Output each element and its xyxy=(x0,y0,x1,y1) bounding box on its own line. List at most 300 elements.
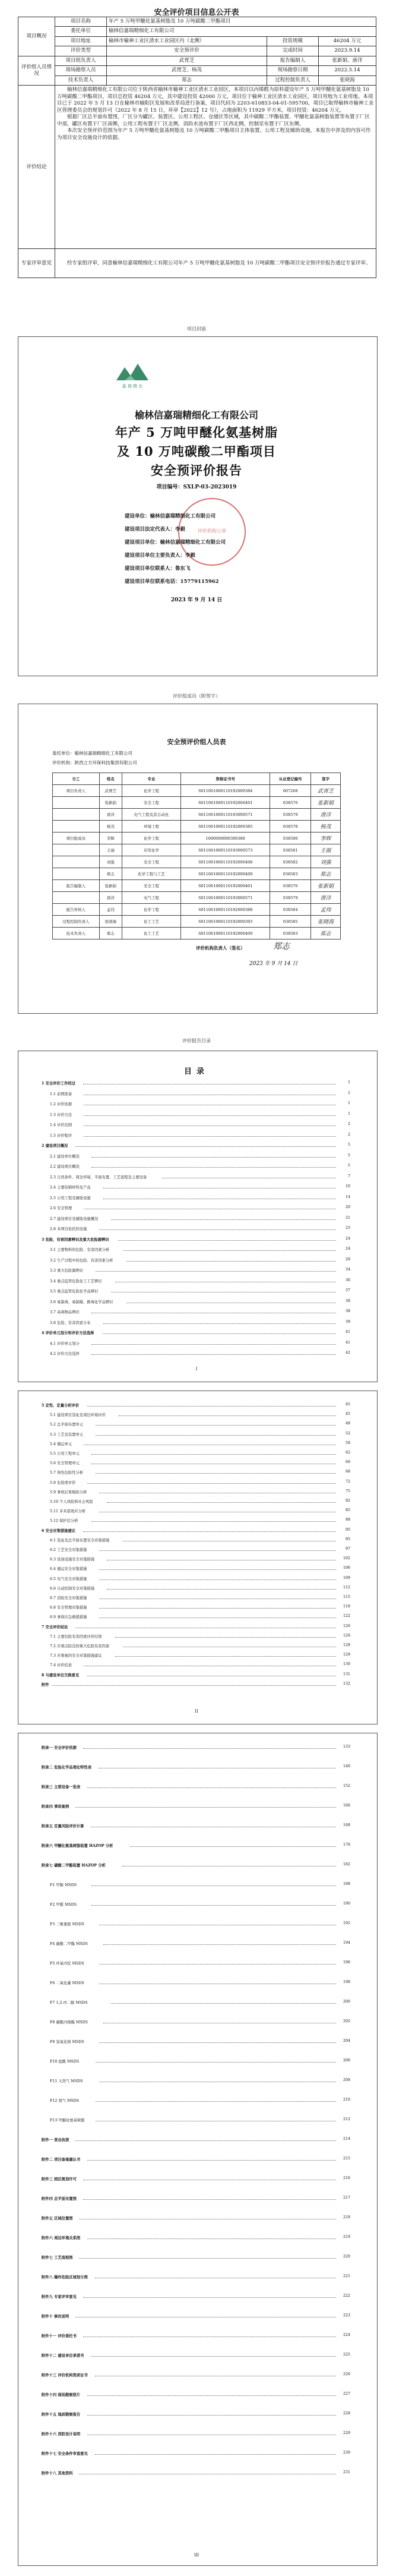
toc-entry: F5 环氧丙烷 MSDS xyxy=(50,1962,84,1966)
toc-leader xyxy=(87,2238,336,2239)
toc-page: 226 xyxy=(343,2372,350,2376)
personnel-cell: S011061000110192000409 xyxy=(181,868,270,880)
personnel-cell: 郑志 xyxy=(99,928,122,939)
toc-leader xyxy=(107,1589,336,1590)
toc-page: 204 xyxy=(343,2039,350,2043)
toc-entry: 3.3 重大危险源辨识 xyxy=(50,1269,84,1273)
toc-leader xyxy=(87,1406,336,1407)
personnel-row xyxy=(53,916,341,928)
personnel-row xyxy=(53,844,341,856)
toc-entry: 2.8 本项目依托的设施 xyxy=(50,1227,87,1231)
personnel-cell: 唐洋 xyxy=(99,892,122,904)
signature: 郑志 xyxy=(311,928,341,939)
investment-value: 46204 万元 xyxy=(319,36,376,46)
personnel-cell: 038581 xyxy=(270,844,311,856)
logo-text: 嘉 瑞 精 化 xyxy=(122,384,143,389)
toc-entry: 附件三 园区规划许可 xyxy=(42,2177,77,2181)
expert-text xyxy=(55,249,376,278)
toc-entry: 附件九 专家评审意见 xyxy=(42,2295,77,2299)
personnel-cell: 038582 xyxy=(270,856,311,868)
overview-label: 项目概况 xyxy=(18,17,55,56)
personnel-cell: 唐洋 xyxy=(99,809,122,821)
staff-cell: 项目组负责人 xyxy=(55,56,107,65)
toc-page: 198 xyxy=(343,1980,350,1984)
personnel-cell: 项目组成员 xyxy=(53,833,100,844)
toc-entry: 2 建设项目概况 xyxy=(42,1144,68,1148)
toc-entry: 附件七 工艺流程图 xyxy=(42,2256,73,2260)
project-name-value: 年产 5 万吨甲醚化氨基树脂及 10 万吨碳酸二甲酯项目 xyxy=(107,17,376,27)
personnel-cell: 038576 xyxy=(270,880,311,892)
toc-leader xyxy=(75,2317,336,2318)
staff-cell: 现场勘察日期 xyxy=(267,66,319,75)
personnel-cell: 038579 xyxy=(270,892,311,904)
toc-entry: 6 安全对策措施建议 xyxy=(42,1528,75,1533)
toc-leader xyxy=(52,1685,336,1686)
toc-leader xyxy=(83,1531,336,1532)
location-label: 项目地址 xyxy=(55,36,107,46)
toc-section-label: 评价报告目录 xyxy=(182,1038,211,1043)
toc-page: 130 xyxy=(343,1662,350,1667)
toc-page: 5 xyxy=(347,1164,350,1168)
toc-entry: 附录五 定量风险评价计算 xyxy=(42,1824,84,1828)
toc-leader xyxy=(87,2395,336,2396)
signature: 武胥芝 xyxy=(311,785,341,797)
toc-entry: F9 氢氧化钠 MSDS xyxy=(50,2040,84,2044)
toc-page: 227 xyxy=(343,2392,350,2396)
complete-time-value: 2023.9.14 xyxy=(319,46,376,56)
toc-leader xyxy=(99,1964,336,1965)
toc-page: 1 xyxy=(347,1080,350,1084)
toc-leader xyxy=(99,2042,336,2043)
toc-page: 202 xyxy=(343,2019,350,2023)
toc-entry: 附录六 甲醚化氨基树脂装置 HAZOP 分析 xyxy=(42,1844,113,1848)
toc-entry: 3.7 高毒物品辨识 xyxy=(50,1310,80,1314)
toc-entry: 1.4 评价范围 xyxy=(50,1123,72,1127)
personnel-header-cell: 签字 xyxy=(311,773,341,785)
toc-leader xyxy=(95,2454,336,2455)
toc-entry: 1 安全评价工作经过 xyxy=(42,1082,75,1086)
signature: 王丽 xyxy=(311,844,341,856)
personnel-cell: 化工工艺 xyxy=(122,916,181,928)
toc-page-number: I xyxy=(195,1367,198,1371)
investment-label: 投资规模 xyxy=(267,36,319,46)
personnel-header-cell: 从业登记编号 xyxy=(270,773,311,785)
personnel-cell: 项目负责人 xyxy=(53,785,100,797)
toc-page: 223 xyxy=(343,2313,350,2318)
toc-page: 1 xyxy=(347,1090,350,1095)
personnel-cell: 李辉 xyxy=(99,833,122,844)
personnel-cell: 张新娟 xyxy=(99,880,122,892)
findings-paragraph: 榆林信嘉瑞精细化工有限公司位于陕西省榆林市榆神工业区清水工业园区，本项目以丙烯醛为原料建设年产 5 万吨甲醚化氨基树脂及 10 万吨碳酸二甲酯项目，项目总投资 46204 万元，其中建设投资 42000 万元，项目位于榆神工业区清水工业园区，项目用地为工业用地。本项目已于 2022 年 5 月 13 日在榆林市榆阳区发展和改革局进行备案，项目代码为 2203-610853-04-01-595700，项目已取得榆林市榆神工业区管理委员会的规划许可（2022 年 8 月 15 日，环审【2022】12 号），占地面积为 11929 平方米，项目投资：46204 万元。 xyxy=(57,87,374,113)
toc-page: 5 xyxy=(347,1143,350,1147)
personnel-cell xyxy=(53,892,100,904)
personnel-header-cell: 资格证书号 xyxy=(181,773,270,785)
toc-entry: F3 三聚氰胺 MSDS xyxy=(50,1922,84,1927)
toc-page: 118 xyxy=(343,1604,350,1609)
toc-page: 24 xyxy=(345,1247,350,1251)
personnel-cell xyxy=(53,844,100,856)
toc-page: 82 xyxy=(345,1499,350,1503)
toc-entry: 附件二 项目备案确认书 xyxy=(42,2158,81,2162)
toc-page: 231 xyxy=(343,2470,350,2474)
personnel-cell xyxy=(53,809,100,821)
toc-leader xyxy=(87,1483,336,1484)
staff-cell: 郑志 xyxy=(107,75,267,85)
toc-page xyxy=(18,1733,378,2566)
toc-page: 218 xyxy=(343,2215,350,2219)
toc-page: 10 xyxy=(345,1184,350,1188)
personnel-org: 评价机构：陕西立方环保科技集团有限公司 xyxy=(52,760,137,765)
toc-page: 224 xyxy=(343,2333,350,2337)
personnel-row xyxy=(53,785,341,797)
toc-entry: 2.2 建设项目概况 xyxy=(50,1165,80,1169)
toc-page: 188 xyxy=(343,1882,350,1886)
toc-leader xyxy=(87,2160,336,2161)
personnel-cell: 038576 xyxy=(270,797,311,809)
toc-page: 34 xyxy=(345,1267,350,1272)
toc-page: 95 xyxy=(345,1537,350,1541)
toc-leader xyxy=(91,1167,336,1168)
toc-page: 152 xyxy=(343,1784,350,1788)
personnel-cell: S011061000110192000385 xyxy=(181,821,270,833)
personnel-cell: S011061000110193000573 xyxy=(181,844,270,856)
stamp-text: 评价机构公章 xyxy=(198,528,226,534)
findings-label: 评价结论 xyxy=(18,86,55,249)
toc-leader xyxy=(103,1944,336,1945)
personnel-row xyxy=(53,797,341,809)
toc-page-number: II xyxy=(195,1709,198,1714)
toc-entry: 5.3 工艺及装置单元 xyxy=(50,1432,84,1437)
toc-entry: 2.6 安全管理 xyxy=(50,1206,72,1210)
toc-page: 109 xyxy=(343,1575,350,1580)
toc-page: 2 xyxy=(347,1132,350,1137)
toc-entry: 6.3 设备设施安全对策措施 xyxy=(50,1557,94,1562)
toc-page: 196 xyxy=(343,1960,350,1965)
signature: 张新娟 xyxy=(311,797,341,809)
toc-page: 2 xyxy=(347,1122,350,1126)
personnel-cell: S011061000110192000408 xyxy=(181,856,270,868)
signature: 刘强 xyxy=(311,856,341,868)
toc-page: 5 xyxy=(347,1153,350,1158)
toc-page: 7 xyxy=(347,1174,350,1178)
personnel-row xyxy=(53,833,341,844)
personnel-cell: S011061000110192000409 xyxy=(181,928,270,939)
toc-leader xyxy=(83,1748,336,1749)
toc-entry: 7.2 应重点防范的重大危险有害因素 xyxy=(50,1644,110,1648)
toc-page: 23 xyxy=(345,1226,350,1230)
toc-page: 37 xyxy=(345,1288,350,1292)
toc-leader xyxy=(96,2062,336,2063)
personnel-row xyxy=(53,821,341,833)
toc-page: 68 xyxy=(345,1470,350,1474)
toc-page: 140 xyxy=(343,1764,350,1768)
toc-leader xyxy=(115,1637,336,1638)
toc-entry: 5.7 预先危险性分析 xyxy=(50,1471,84,1475)
toc-entry: 2.4 主要原辅材料及产品 xyxy=(50,1185,91,1190)
personnel-cell: 038585 xyxy=(270,916,311,928)
toc-entry: 5.10 个人风险和社会风险 xyxy=(50,1500,93,1504)
toc-page: 66 xyxy=(345,1460,350,1465)
toc-entry: 附件一 营业执照 xyxy=(42,2138,69,2142)
report-number: 项目编号：SXLP-03-2023019 xyxy=(156,484,237,490)
page-title: 安全评价项目信息公开表 xyxy=(154,8,239,17)
toc-page: 194 xyxy=(343,1941,350,1945)
personnel-cell: 化工工艺 xyxy=(122,928,181,939)
toc-page: 217 xyxy=(343,2196,350,2200)
toc-leader xyxy=(83,2297,336,2298)
toc-entry: F4 碳酸二甲酯 MSDS xyxy=(50,1942,88,1946)
cover-title-line1: 年产 5 万吨甲醚化氨基树脂 xyxy=(115,425,278,440)
personnel-cell: 电气工程 xyxy=(122,892,181,904)
toc-leader xyxy=(111,1219,336,1220)
toc-page: 225 xyxy=(343,2353,350,2357)
toc-entry: 附件十一 评价委托书 xyxy=(42,2334,77,2338)
toc-page: 200 xyxy=(343,2000,350,2004)
personnel-title: 安全预评价组人员表 xyxy=(167,738,226,746)
toc-page: 106 xyxy=(343,1566,350,1571)
toc-leader xyxy=(91,1344,336,1345)
signature: 李辉 xyxy=(311,833,341,844)
cover-line: 建设项目法定代表人：李毅 xyxy=(125,526,186,532)
staff-cell: 武胥芝 xyxy=(107,56,267,65)
toc-leader xyxy=(126,1261,336,1262)
toc-leader xyxy=(123,1250,336,1251)
toc-entry: 附录一 安全评价依据 xyxy=(42,1746,77,1750)
toc-page: 230 xyxy=(343,2451,350,2455)
expert-paragraph: 经专家组评审，同意榆林信嘉瑞精细化工有限公司年产 5 万吨甲醚化氨基树脂及 10 万吨碳酸二甲酯项目安全预评价报告通过专家评审。 xyxy=(67,260,371,266)
toc-page: 190 xyxy=(343,1902,350,1906)
personnel-cell: S011061000110193000571 xyxy=(181,809,270,821)
personnel-cell: 过程控制负责人 xyxy=(53,916,100,928)
personnel-cell: 郑志 xyxy=(99,868,122,880)
toc-page: 72 xyxy=(345,1479,350,1484)
signature: 孟伟 xyxy=(311,904,341,916)
toc-page: 126 xyxy=(343,1633,350,1638)
toc-page: 97 xyxy=(345,1547,350,1551)
toc-page: 1 xyxy=(347,1101,350,1105)
toc-page: 126 xyxy=(343,1623,350,1628)
toc-page: 122 xyxy=(343,1614,350,1619)
personnel-cell: 刘强 xyxy=(99,856,122,868)
personnel-cell: 张晓海 xyxy=(99,916,122,928)
toc-entry: 2.7 建设项目及辅助设施概况 xyxy=(50,1216,99,1221)
toc-entry: 附件十五 地质勘察报告 xyxy=(42,2413,81,2417)
toc-page: 220 xyxy=(343,2255,350,2259)
toc-entry: 7.4 评价结论 xyxy=(50,1663,72,1668)
toc-entry: 1.2 评价依据 xyxy=(50,1102,72,1106)
personnel-row xyxy=(53,904,341,916)
personnel-cell: 武胥芝 xyxy=(99,785,122,797)
toc-page: 168 xyxy=(343,1823,350,1827)
toc-leader xyxy=(99,1579,336,1580)
signature: 张新娟 xyxy=(311,880,341,892)
toc-entry: 5.4 储运单元 xyxy=(50,1442,72,1446)
toc-entry: 7 安全评价结论 xyxy=(42,1625,68,1629)
toc-entry: 5.11 多米诺效应分析 xyxy=(50,1509,86,1514)
personnel-row xyxy=(53,880,341,892)
toc-page: 20 xyxy=(345,1205,350,1209)
personnel-cell: 038580 xyxy=(270,833,311,844)
signature: 杨茂 xyxy=(311,821,341,833)
toc-page: 128 xyxy=(343,1643,350,1647)
toc-leader xyxy=(96,1425,336,1426)
toc-entry: 1.1 前期准备 xyxy=(50,1092,72,1096)
eval-type-value: 安全预评价 xyxy=(107,46,267,56)
toc-page: 133 xyxy=(343,1745,350,1749)
staff-cell: 报告编制人 xyxy=(267,56,319,65)
toc-page: 222 xyxy=(343,2294,350,2298)
toc-entry: 5.8 危险度评价 xyxy=(50,1480,76,1485)
toc-leader xyxy=(91,1454,336,1455)
toc-entry: 3.6 易制毒、易制爆、剧毒化学品辨识 xyxy=(50,1300,113,1304)
toc-page: 21 xyxy=(345,1215,350,1220)
personnel-cell: 环境工程 xyxy=(122,821,181,833)
toc-leader xyxy=(96,1435,336,1436)
toc-entry: F10 盐酸 MSDS xyxy=(50,2060,80,2064)
eval-type-label: 评价类型 xyxy=(55,46,107,56)
findings-paragraph: 根据厂区总平面布置图，厂区分为罐区、装置区、公用工程区、仓储区等区域，其中碳酸二甲酯装置、甲醚化氨基树脂装置等布置于厂区中部，罐区布置于厂区南侧，公用工程布置于厂区北侧，消防水池布置于厂区西北侧，控制室布置于厂区东侧。 xyxy=(57,114,370,127)
toc-entry: 附录七 碳酸二甲酯装置 HAZOP 分析 xyxy=(42,1864,106,1868)
toc-page: 41 xyxy=(345,1330,350,1334)
personnel-header-cell: 分工 xyxy=(53,773,100,785)
personnel-header-cell: 姓名 xyxy=(99,773,122,785)
toc-page: 228 xyxy=(343,2411,350,2416)
personnel-cell: S011061000110193000571 xyxy=(181,892,270,904)
toc-entry: F8 碳酸丙烯酯 MSDS xyxy=(50,2020,88,2025)
toc-entry: F13 甲醚化氨基树脂 xyxy=(50,2118,85,2123)
toc-page: 131 xyxy=(343,1672,350,1676)
toc-page: 212 xyxy=(343,2117,350,2121)
toc-page: 102 xyxy=(343,1556,350,1561)
toc-page: 112 xyxy=(343,1585,350,1590)
personnel-cell: 王丽 xyxy=(99,844,122,856)
personnel-cell: 孟伟 xyxy=(99,904,122,916)
personnel-cell xyxy=(53,821,100,833)
toc-entry: 6.5 电气安全对策措施 xyxy=(50,1577,87,1581)
toc-entry: 5 定性、定量分析评价 xyxy=(42,1404,80,1408)
complete-time-label: 完成时间 xyxy=(267,46,319,56)
toc-page: 95 xyxy=(345,1527,350,1532)
toc-entry: 5.5 公用工程单元 xyxy=(50,1452,80,1456)
toc-page: 215 xyxy=(343,2156,350,2161)
toc-entry: 6.4 储运安全对策措施 xyxy=(50,1567,87,1572)
toc-page: 75 xyxy=(345,1489,350,1493)
toc-leader xyxy=(75,1146,336,1147)
toc-entry: F1 甲醇 MSDS xyxy=(50,1883,77,1887)
toc-entry: 6.6 自动控制安全对策措施 xyxy=(50,1586,94,1591)
toc-leader xyxy=(87,2415,336,2416)
toc-page: 132 xyxy=(343,1681,350,1686)
personnel-cell: 张新娟 xyxy=(99,797,122,809)
cover-line: 建设项目单位主要负责人：李毅 xyxy=(125,553,196,559)
toc-entry: 3.8 危险、有害因素分布 xyxy=(50,1320,91,1325)
staff-cell: 张晓海 xyxy=(319,75,376,85)
personnel-cell: S011061000110192000401 xyxy=(181,880,270,892)
signature: 唐洋 xyxy=(311,892,341,904)
toc-leader xyxy=(91,1521,336,1522)
personnel-cell: 杨茂 xyxy=(99,821,122,833)
cover-date: 2023 年 9 月 14 日 xyxy=(170,597,223,603)
toc-entry: 附件八 爆炸危险区域划分图 xyxy=(42,2275,88,2279)
toc-leader xyxy=(103,1333,336,1334)
toc-leader xyxy=(119,1415,336,1416)
staff-cell: 武胥芝、杨茂 xyxy=(107,66,267,75)
toc-entry: 4.2 评价方法选择 xyxy=(50,1352,80,1356)
personnel-cell: 技术负责人 xyxy=(53,928,100,939)
toc-entry: 3.5 重点监管危险化学品辨识 xyxy=(50,1289,99,1294)
toc-page: 28 xyxy=(345,1257,350,1262)
toc-page: 85 xyxy=(345,1508,350,1513)
findings-text xyxy=(55,86,376,249)
expert-label: 专家评审意见 xyxy=(18,249,55,278)
toc-entry: 附件十七 安全条件审查意见 xyxy=(42,2452,88,2456)
personnel-cell: S011061000110192000401 xyxy=(181,797,270,809)
staff-cell: 技术负责人 xyxy=(55,75,107,85)
findings-paragraph: 本次安全预评价范围为年产 5 万吨甲醚化氨基树脂及 10 万吨碳酸二甲酯项目主体装置、公用工程及辅助设施，本报告中涉及的内容可作为项目安全设施设计的依据。 xyxy=(57,128,371,141)
toc-leader xyxy=(99,1550,336,1551)
toc-leader xyxy=(130,1846,336,1847)
personnel-header-cell: 专业 xyxy=(122,773,181,785)
toc-entry: 附件十 修改说明 xyxy=(42,2315,69,2319)
staff-cell: 2022.5.14 xyxy=(319,66,376,75)
personnel-header-row xyxy=(53,773,341,785)
toc-leader xyxy=(91,1157,336,1158)
toc-entry: 附件十六 消防设计说明 xyxy=(42,2432,81,2436)
toc-entry: 3 危险、有害因素辨识及重大危险源辨识 xyxy=(42,1237,109,1242)
personnel-cell: 038584 xyxy=(270,904,311,916)
personnel-cell: 安全工程 xyxy=(122,880,181,892)
toc-entry: 6.1 选址及总平面布置安全对策措施 xyxy=(50,1538,110,1543)
toc-leader xyxy=(96,1271,336,1272)
personnel-date: 2023 年 9 月 14 日 xyxy=(249,961,298,967)
cover-line: 建设单位：榆林信嘉瑞精细化工有限公司 xyxy=(125,513,216,519)
toc-entry: 8 与建设单位交换意见 xyxy=(42,1673,80,1678)
personnel-cell: 安全工程 xyxy=(122,856,181,868)
signature: 张晓海 xyxy=(311,916,341,928)
toc-page: 38 xyxy=(345,1309,350,1313)
personnel-cell: 化学工程 xyxy=(122,904,181,916)
personnel-cell: S011061000110192000384 xyxy=(181,785,270,797)
toc-page: 214 xyxy=(343,2137,350,2141)
staff-cell: 张新娟、唐洋 xyxy=(319,56,376,65)
toc-entry: 6.2 工艺安全对策措施 xyxy=(50,1548,87,1552)
cover-title-line2: 及 10 万吨碳酸二甲酯项目 xyxy=(117,444,276,459)
toc-leader xyxy=(118,1240,336,1241)
personnel-cell: 007268 xyxy=(270,785,311,797)
toc-entry: 3.2 生产过程中的危险、有害因素分析 xyxy=(50,1258,113,1263)
toc-page: 24 xyxy=(345,1236,350,1241)
toc-page: 45 xyxy=(345,1412,350,1417)
toc-entry: 附录二 危险化学品理化特性表 xyxy=(42,1765,92,1770)
project-name-label: 项目名称 xyxy=(55,17,107,27)
toc-entry: 5.6 安全管理单元 xyxy=(50,1461,80,1466)
entrust-label: 委托单位 xyxy=(55,27,107,36)
personnel-cell: S011061000110192000388 xyxy=(181,904,270,916)
personnel-row xyxy=(53,856,341,868)
toc-entry: 2.1 建设单位概况 xyxy=(50,1154,80,1159)
toc-entry: 4 评价单元划分和评价方法选择 xyxy=(42,1331,94,1335)
personnel-cell: 038583 xyxy=(270,868,311,880)
toc-entry: 1.5 评价程序 xyxy=(50,1133,72,1138)
staff-cell: 过程控制负责人 xyxy=(267,75,319,85)
toc-page: 62 xyxy=(345,1451,350,1455)
cover-line: 建设项目单位联系人：鲁东飞 xyxy=(125,566,191,572)
personnel-cell xyxy=(53,868,100,880)
personnel-cell: 1600000000300380 xyxy=(181,833,270,844)
personnel-cell xyxy=(53,797,100,809)
toc-leader xyxy=(84,1115,336,1116)
signature: 郑志 xyxy=(311,868,341,880)
